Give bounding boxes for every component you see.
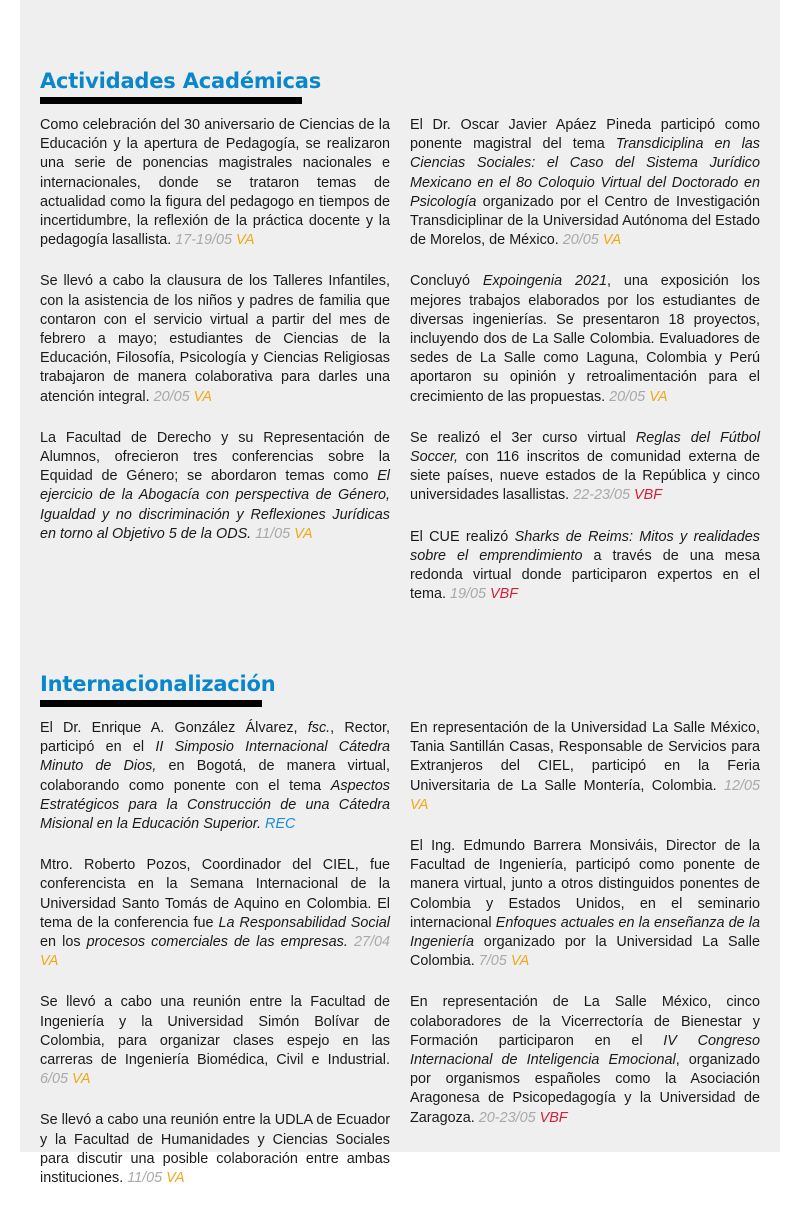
- news-item-date: 20/05: [153, 388, 190, 405]
- news-item-area-tag: VA: [72, 1071, 91, 1088]
- news-item: [410, 528, 760, 605]
- news-item: [40, 1111, 390, 1188]
- news-item-area-tag: VBF: [539, 1109, 568, 1126]
- section-actividades-academicas: [40, 68, 760, 603]
- news-item: [410, 429, 760, 506]
- news-item-text: El Dr. Oscar Javier Apáez Pineda participó como ponente magistral del tema: [410, 117, 760, 153]
- news-item-text: En representación de La Salle México, cinco colaboradores de la Vicerrectoría de Bienestar y Formación participaron en el: [410, 994, 760, 1049]
- news-item-text: El Dr. Enrique A. González Álvarez,: [40, 720, 308, 736]
- news-item-text: a través de una mesa redonda virtual donde participaron expertos en el tema.: [410, 547, 760, 603]
- news-item-date: 20/05: [609, 388, 646, 405]
- news-item-italic-title: Transdiciplina en las Ciencias Sociales: el Caso del Sistema Jurídico Mexicano en el 8o Coloquio Virtual del Doctorado en Psicología: [410, 136, 760, 210]
- news-item-italic-title: Expoingenia 2021: [482, 273, 607, 290]
- title-underline-bar: [40, 700, 262, 707]
- news-item-text: Se llevó a cabo una reunión entre la Facultad de Ingeniería y la Universidad Simón Bolívar de Colombia, para organizar clases espejo en las carreras de Ingeniería Biomédica, Civil e Industrial.: [40, 994, 390, 1069]
- news-item-area-tag: VA: [649, 388, 668, 405]
- news-item-text: en Bogotá, de manera virtual, colaborando como ponente con el tema: [40, 758, 391, 794]
- news-item-date: 12/05: [723, 777, 760, 794]
- news-item-date: 22-23/05: [573, 487, 630, 504]
- news-item: [410, 837, 760, 971]
- left-column: [40, 116, 390, 566]
- news-item-italic-title: La Responsabilidad Social: [218, 914, 390, 931]
- news-item-area-tag: REC: [265, 816, 296, 833]
- section-title: Internacionalización: [40, 672, 276, 696]
- section-title: Actividades Académicas: [40, 69, 322, 93]
- news-item-text: con 116 inscritos de comunidad externa de siete países, nueve estados de la República y cinco universidades lasallistas.: [410, 449, 760, 504]
- news-item-text: , una exposición los mejores trabajos elaborados por los estudiantes de diversas ingenierías. Se presentaron 18 proyectos, incluyendo dos de La Salle Colombia. Evaluadores de sedes de La Salle como Laguna, Colombia y Perú aportaron su opinión y retroalimentación para el crecimiento de las propuestas.: [410, 273, 760, 405]
- news-item-date: 17-19/05: [175, 232, 233, 249]
- news-item: [410, 116, 760, 250]
- news-item-area-tag: VA: [294, 525, 313, 542]
- news-item: [40, 272, 390, 406]
- news-item-date: 27/04: [353, 934, 390, 951]
- news-item-italic-title: Aspectos Estratégicos para la Construcción de una Cátedra Misional en la Educación Superior.: [40, 777, 390, 833]
- right-column: [410, 719, 760, 1150]
- news-item-text: en los: [40, 934, 87, 951]
- news-item-italic-title: El ejercicio de la Abogacía con perspectiva de Género, Igualdad y no discriminación y Reflexiones Jurídicas en torno al Objetivo 5 de la ODS.: [40, 468, 390, 542]
- news-item-italic-title: fsc.: [307, 720, 331, 736]
- news-item-text: , organizado por organismos españoles como la Asociación Aragonesa de Psicopedagogía y la Universidad de Zaragoza.: [410, 1052, 760, 1126]
- news-item-area-tag: VBF: [634, 487, 662, 504]
- title-underline-bar: [40, 97, 302, 104]
- news-item-text: Concluyó: [410, 273, 483, 290]
- news-item-text: Se llevó a cabo la clausura de los Talleres Infantiles, con la asistencia de los niños y padres de familia que contaron con el servicio virtual a partir del mes de febrero a mayo; estudiantes de Ciencias de la Educación, Filosofía, Psicología y Ciencias Religiosas trabajaron de manera colaborativa para darles una atención integral.: [40, 273, 390, 405]
- news-item-text: Mtro. Roberto Pozos, Coordinador del CIEL, fue conferencista en la Semana Internacional de la Universidad Santo Tomás de Aquino en Colombia. El tema de la conferencia fue: [40, 857, 390, 931]
- news-item-date: 20-23/05: [478, 1109, 536, 1126]
- news-item: [40, 719, 390, 834]
- news-item: [410, 719, 760, 815]
- news-item: [40, 116, 390, 250]
- news-item-area-tag: VA: [602, 232, 622, 249]
- left-column: [40, 719, 390, 1210]
- news-item-area-tag: VA: [236, 232, 255, 249]
- news-item-text: Se llevó a cabo una reunión entre la UDLA de Ecuador y la Facultad de Humanidades y Ciencias Sociales para discutir una posible colaboración entre ambas instituciones.: [40, 1112, 390, 1187]
- news-item: [410, 993, 760, 1127]
- news-item-text: organizado por el Centro de Investigación Transdiciplinar de la Universidad Autónoma del Estado de Morelos, de México.: [410, 193, 760, 249]
- news-item-text: , Rector, participó en el: [40, 720, 390, 756]
- news-item-italic-title: Sharks de Reims: Mitos y realidades sobre el emprendimiento: [410, 528, 760, 564]
- right-column: [410, 116, 760, 626]
- news-item-italic-title: Enfoques actuales en la enseñanza de la Ingeniería: [410, 914, 760, 951]
- news-item: [40, 993, 390, 1089]
- news-item-text: Se realizó el 3er curso virtual: [410, 429, 636, 446]
- news-item-area-tag: VA: [166, 1170, 185, 1187]
- news-item-text: En representación de la Universidad La Salle México, Tania Santillán Casas, Responsable de Servicios para Extranjeros del CIEL, participó en la Feria Universitaria de La Salle Montería, Colombia.: [410, 720, 760, 794]
- news-item-date: 6/05: [40, 1071, 69, 1088]
- news-item-italic-title: IV Congreso Internacional de Inteligencia Emocional: [410, 1032, 760, 1069]
- news-item-italic-title: II Simposio Internacional Cátedra Minuto de Dios,: [40, 739, 390, 775]
- news-item-area-tag: VA: [40, 953, 59, 970]
- news-item-area-tag: VA: [510, 953, 530, 970]
- news-item-date: 11/05: [255, 525, 291, 542]
- news-item: [40, 856, 390, 971]
- news-item-text: La Facultad de Derecho y su Representación de Alumnos, ofrecieron tres conferencias sobre la Equidad de Género; se abordaron temas como: [40, 429, 390, 485]
- news-item-text: organizado por la Universidad La Salle Colombia.: [410, 934, 760, 970]
- news-item-italic-title: Reglas del Fútbol Soccer,: [410, 429, 760, 466]
- news-item-area-tag: VA: [193, 388, 213, 405]
- news-item-date: 20/05: [562, 232, 599, 249]
- news-item-date: 19/05: [450, 586, 487, 603]
- news-item-text: Como celebración del 30 aniversario de Ciencias de la Educación y la apertura de Pedagogía, se realizaron una serie de ponencias magistrales nacionales e internacionales, donde se trataron temas de actualidad como la figura del pedagogo en tiempos de incertidumbre, la reflexión de la práctica docente y la pedagogía lasallista.: [40, 117, 390, 249]
- news-item-text: El CUE realizó: [410, 528, 515, 545]
- news-item-text: El Ing. Edmundo Barrera Monsiváis, Director de la Facultad de Ingeniería, participó como ponente de manera virtual, junto a otros distinguidos ponentes de Colombia y Estados Unidos, en el seminario internacional: [410, 838, 760, 931]
- news-item-area-tag: VA: [410, 796, 429, 813]
- section-internacionalizacion: [40, 671, 760, 1187]
- news-item: [410, 272, 760, 406]
- news-item-date: 11/05: [127, 1170, 163, 1187]
- news-item-area-tag: VBF: [490, 586, 519, 603]
- news-item-italic-title: procesos comerciales de las empresas.: [86, 934, 348, 951]
- news-item-date: 7/05: [478, 953, 507, 970]
- news-item: [40, 429, 390, 544]
